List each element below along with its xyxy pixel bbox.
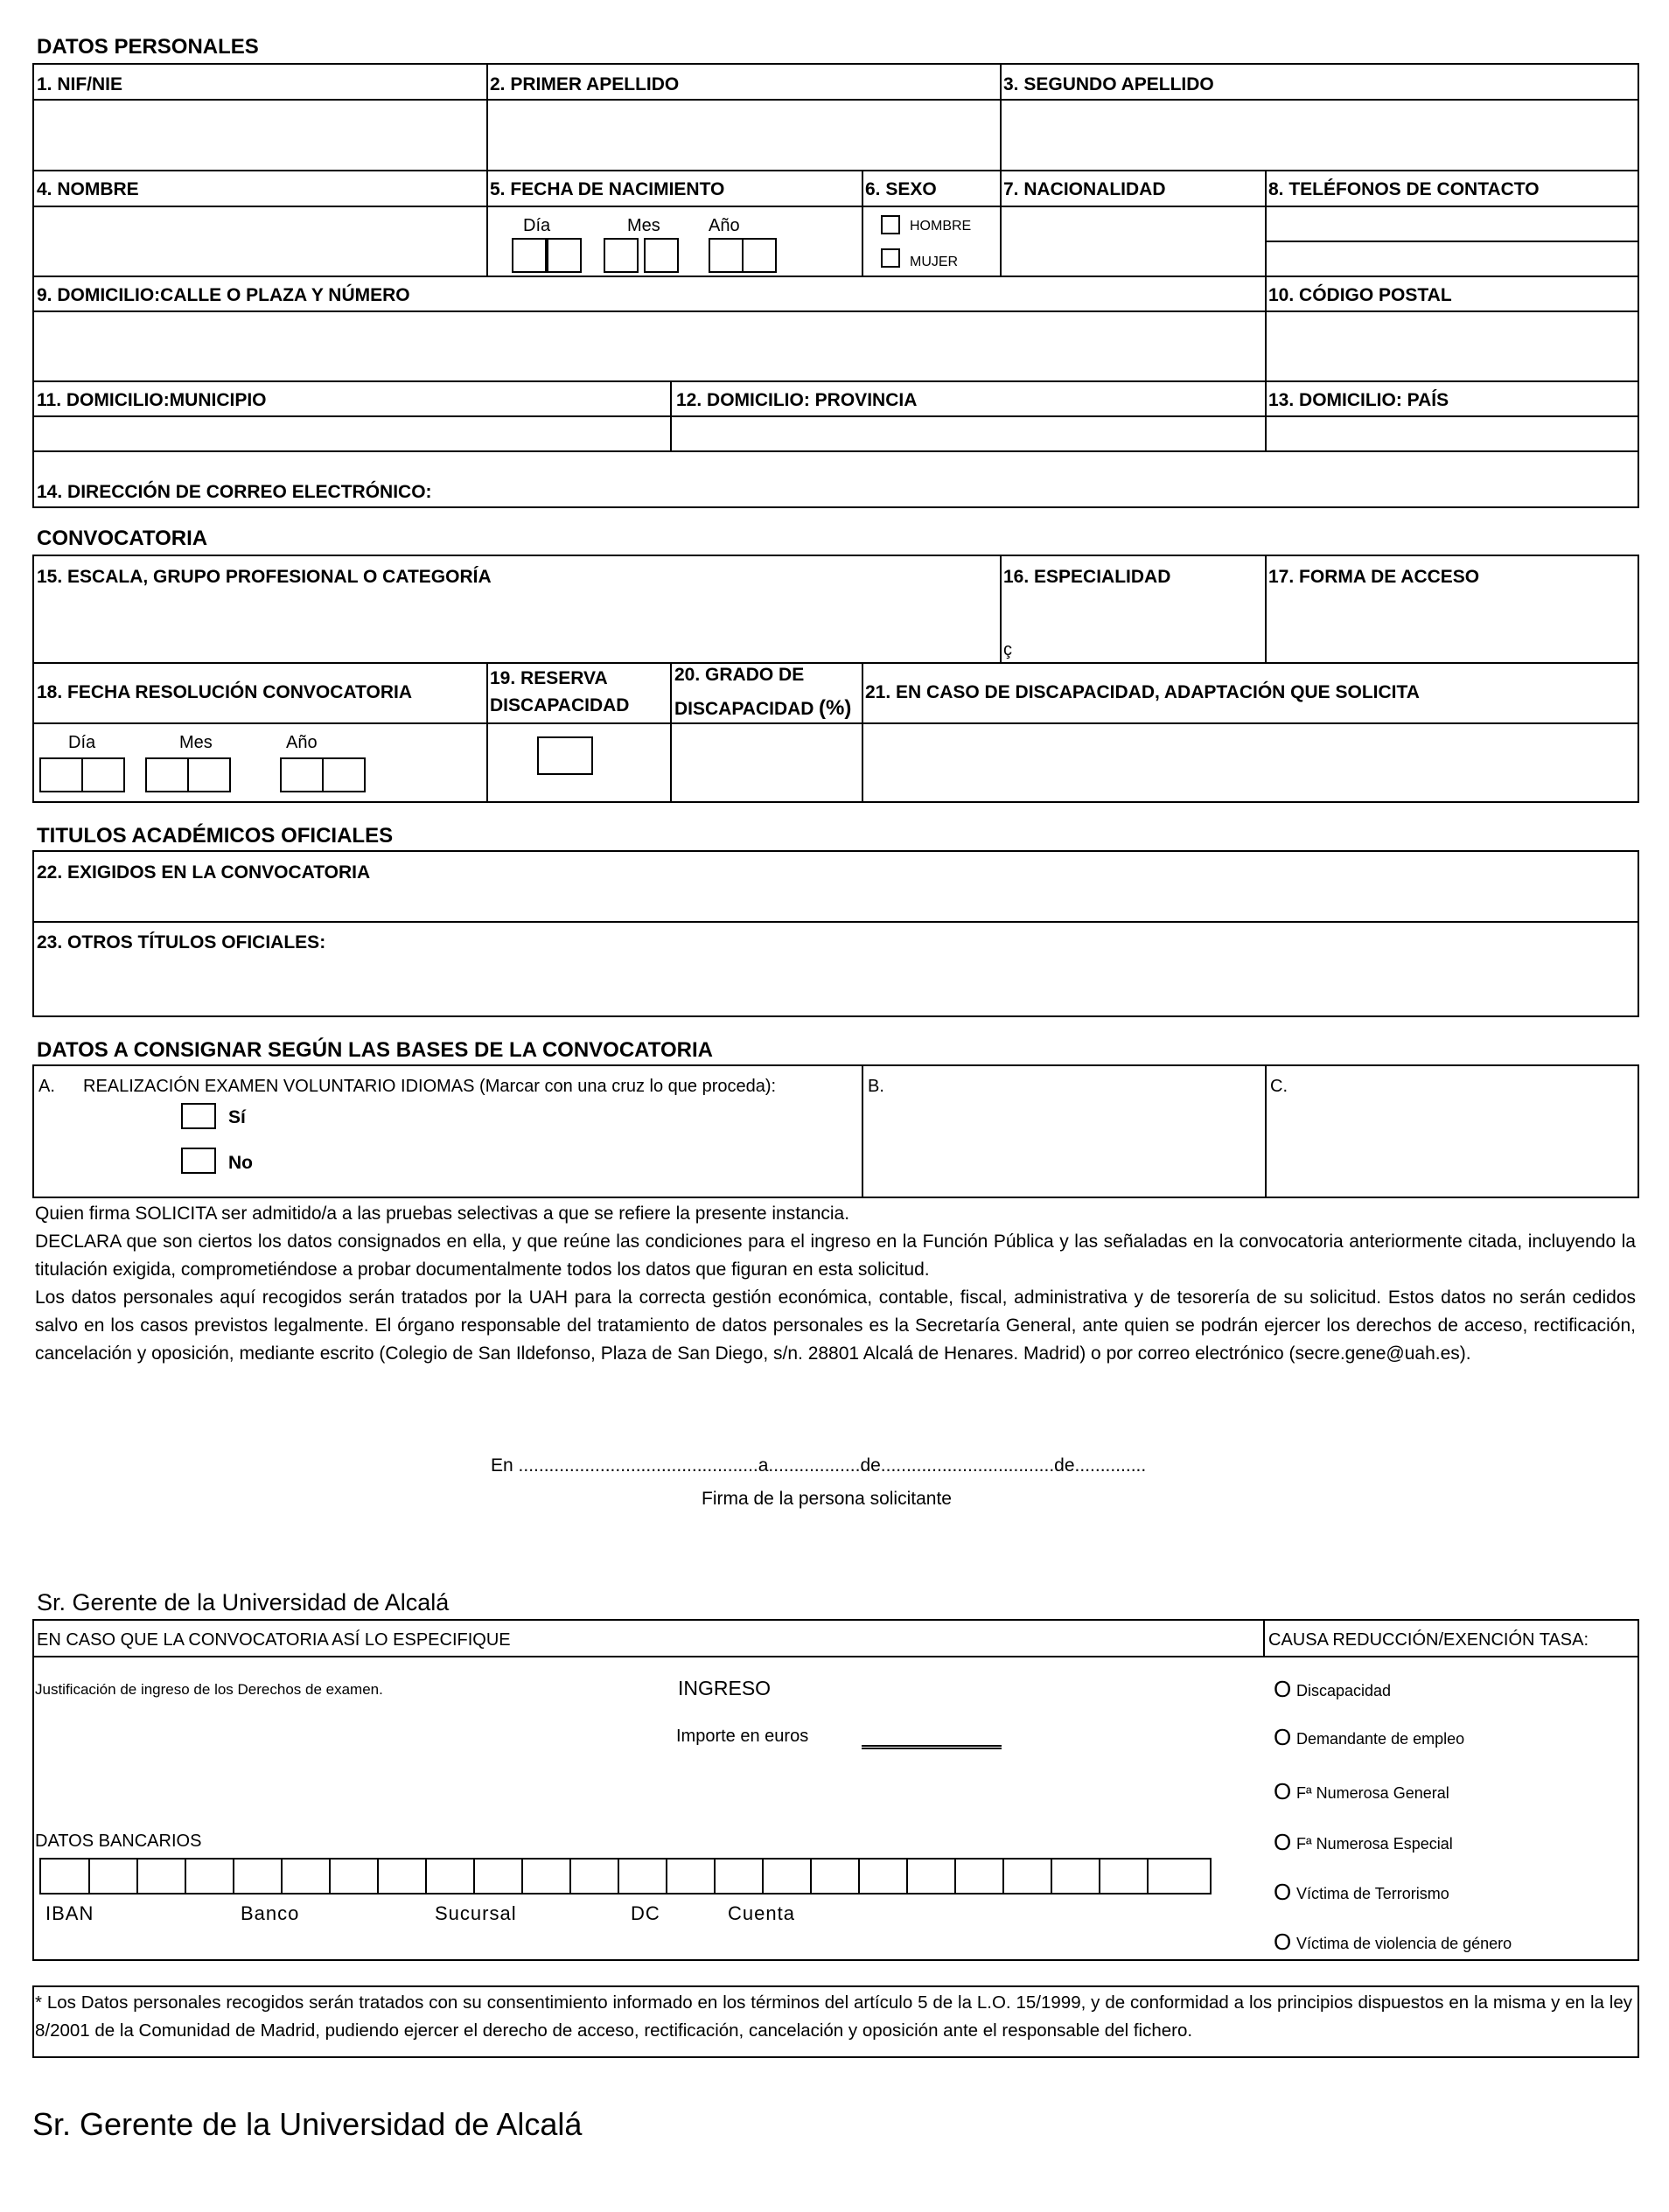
label-examen-idiomas: REALIZACIÓN EXAMEN VOLUNTARIO IDIOMAS (Marcar con una cruz lo que proceda): xyxy=(83,1077,777,1096)
label-res-anio: Año xyxy=(286,733,318,752)
radio-numerosa-especial[interactable]: O xyxy=(1274,1829,1292,1855)
label-banco: Banco xyxy=(241,1902,300,1924)
res-month-digit-1[interactable] xyxy=(145,757,189,792)
input-provincia[interactable] xyxy=(673,418,1264,450)
checkbox-reserva-discapacidad[interactable] xyxy=(537,736,593,775)
res-month-digit-2[interactable] xyxy=(187,757,231,792)
input-grado-discapacidad[interactable] xyxy=(673,725,860,800)
declara-text: DECLARA que son ciertos los datos consignados en ella, y que reúne las condiciones para el ingreso en la Función Pública y las señaladas en la convocatoria anteriormente citada, incluyendo la titulación exigida, comprometiéndose a probar documentalmente todos los datos que figuran en esta solicitud. xyxy=(35,1232,1636,1280)
especialidad-mark: ç xyxy=(1003,640,1012,659)
label-mes: Mes xyxy=(627,216,660,235)
section-title-bases: DATOS A CONSIGNAR SEGÚN LAS BASES DE LA CONVOCATORIA xyxy=(37,1038,713,1062)
radio-victima-violencia[interactable]: O xyxy=(1274,1929,1292,1955)
label-adaptacion: 21. EN CASO DE DISCAPACIDAD, ADAPTACIÓN QUE SOLICITA xyxy=(865,682,1420,702)
checkbox-hombre[interactable] xyxy=(881,215,900,234)
label-nombre: 4. NOMBRE xyxy=(37,179,139,199)
res-year-digit-2[interactable] xyxy=(322,757,366,792)
checkbox-si[interactable] xyxy=(181,1103,216,1129)
input-escala[interactable] xyxy=(35,595,997,661)
label-res-mes: Mes xyxy=(179,733,213,752)
label-reserva-1: 19. RESERVA xyxy=(490,668,608,688)
input-segundo-apellido[interactable] xyxy=(1002,101,1637,169)
label-no: No xyxy=(228,1153,253,1173)
label-anio: Año xyxy=(709,216,740,235)
cause-discapacidad: Discapacidad xyxy=(1296,1682,1392,1699)
cause-victima-violencia: Víctima de violencia de género xyxy=(1296,1935,1512,1952)
section-title-personal: DATOS PERSONALES xyxy=(37,35,259,59)
ingreso-label: INGRESO xyxy=(678,1677,772,1699)
input-codigo-postal[interactable] xyxy=(1267,313,1637,380)
input-pais[interactable] xyxy=(1267,418,1637,450)
birth-day-digit-2[interactable] xyxy=(547,238,582,273)
birth-month-digit-2[interactable] xyxy=(644,238,679,273)
res-year-digit-1[interactable] xyxy=(280,757,324,792)
birth-year-digit-1[interactable] xyxy=(709,238,744,273)
privacy-note: * Los Datos personales recogidos serán tratados con su consentimiento informado en los términos del artículo 5 de la L.O. 15/1999, y de conformidad a los principios dispuestos en la misma y en la ley 8/2001 de la Comunidad de Madrid, pudiendo ejercer el derecho de acceso, rectificación, cancelación y oposición ante el responsable del fichero. xyxy=(35,1992,1632,2041)
input-telefono-2[interactable] xyxy=(1267,243,1637,275)
label-segundo-apellido: 3. SEGUNDO APELLIDO xyxy=(1003,74,1214,94)
cause-numerosa-general: Fª Numerosa General xyxy=(1296,1784,1449,1802)
cause-demandante-empleo: Demandante de empleo xyxy=(1296,1730,1465,1748)
importe-label: Importe en euros xyxy=(676,1727,809,1746)
label-codigo-postal: 10. CÓDIGO POSTAL xyxy=(1268,285,1452,305)
input-domicilio[interactable] xyxy=(35,313,1264,380)
input-nombre[interactable] xyxy=(35,208,485,275)
label-nacionalidad: 7. NACIONALIDAD xyxy=(1003,179,1166,199)
birth-year-digit-2[interactable] xyxy=(742,238,777,273)
label-dc: DC xyxy=(631,1902,660,1924)
birth-month-digit-1[interactable] xyxy=(604,238,639,273)
place-date-line: En ...............................................a..................de..................................de.............. xyxy=(491,1455,1147,1476)
label-mujer: MUJER xyxy=(910,255,959,269)
radio-numerosa-general[interactable]: O xyxy=(1274,1778,1292,1804)
label-b: B. xyxy=(868,1077,884,1096)
input-email[interactable] xyxy=(455,453,1636,506)
label-grado-2: DISCAPACIDAD xyxy=(674,699,814,719)
solicita-text: Quien firma SOLICITA ser admitido/a a las pruebas selectivas a que se refiere la presente instancia. xyxy=(35,1204,850,1224)
bank-digits-field[interactable] xyxy=(39,1858,1212,1895)
label-reserva-2: DISCAPACIDAD xyxy=(490,695,630,715)
label-iban: IBAN xyxy=(45,1902,94,1924)
radio-discapacidad[interactable]: O xyxy=(1274,1676,1292,1702)
cause-victima-terrorismo: Víctima de Terrorismo xyxy=(1296,1885,1449,1902)
label-nif: 1. NIF/NIE xyxy=(37,74,123,94)
label-sexo: 6. SEXO xyxy=(865,179,937,199)
signature-label: Firma de la persona solicitante xyxy=(702,1489,952,1509)
input-municipio[interactable] xyxy=(35,418,669,450)
label-cuenta: Cuenta xyxy=(728,1902,795,1924)
label-res-dia: Día xyxy=(68,733,96,752)
input-exigidos[interactable] xyxy=(35,888,1636,920)
section-title-convocatoria: CONVOCATORIA xyxy=(37,527,208,550)
input-telefono-1[interactable] xyxy=(1267,208,1637,240)
label-fecha-nacimiento: 5. FECHA DE NACIMIENTO xyxy=(490,179,725,199)
label-forma-acceso: 17. FORMA DE ACCESO xyxy=(1268,567,1480,587)
res-day-digit-1[interactable] xyxy=(39,757,83,792)
birth-day-digit-1[interactable] xyxy=(512,238,547,273)
label-provincia: 12. DOMICILIO: PROVINCIA xyxy=(676,390,918,410)
input-nif[interactable] xyxy=(35,101,485,169)
cause-numerosa-especial: Fª Numerosa Especial xyxy=(1296,1835,1453,1853)
checkbox-mujer[interactable] xyxy=(881,248,900,268)
label-dia: Día xyxy=(523,216,551,235)
checkbox-no[interactable] xyxy=(181,1148,216,1174)
radio-victima-terrorismo[interactable]: O xyxy=(1274,1879,1292,1905)
input-especialidad[interactable] xyxy=(1002,595,1264,638)
label-fecha-resolucion: 18. FECHA RESOLUCIÓN CONVOCATORIA xyxy=(37,682,412,702)
radio-demandante-empleo[interactable]: O xyxy=(1274,1724,1292,1750)
label-especialidad: 16. ESPECIALIDAD xyxy=(1003,567,1171,587)
label-email: 14. DIRECCIÓN DE CORREO ELECTRÓNICO: xyxy=(37,482,432,502)
label-escala: 15. ESCALA, GRUPO PROFESIONAL O CATEGORÍA xyxy=(37,567,492,587)
input-otros-titulos[interactable] xyxy=(35,959,1636,1015)
label-si: Sí xyxy=(228,1107,246,1127)
data-protection-text: Los datos personales aquí recogidos serán tratados por la UAH para la correcta gestión económica, contable, fiscal, administrativa y de tesorería de su solicitud. Estos datos no serán cedidos salvo en los casos previstos legalmente. El órgano responsable del tratamiento de datos personales es la Secretaría General, ante quien se podrán ejercer los derechos de acceso, rectificación, cancelación y oposición, mediante escrito (Colegio de San Ildefonso, Plaza de San Diego, s/n. 28801 Alcalá de Henares. Madrid) o por correo electrónico (secre.gene@uah.es). xyxy=(35,1287,1636,1364)
label-domicilio: 9. DOMICILIO:CALLE O PLAZA Y NÚMERO xyxy=(37,285,410,305)
label-otros-titulos: 23. OTROS TÍTULOS OFICIALES: xyxy=(37,932,326,952)
fees-header-right: CAUSA REDUCCIÓN/EXENCIÓN TASA: xyxy=(1268,1630,1589,1650)
fees-header-left: EN CASO QUE LA CONVOCATORIA ASÍ LO ESPECIFIQUE xyxy=(37,1630,511,1650)
label-municipio: 11. DOMICILIO:MUNICIPIO xyxy=(37,390,267,410)
input-forma-acceso[interactable] xyxy=(1267,595,1637,661)
res-day-digit-2[interactable] xyxy=(81,757,125,792)
bank-title: DATOS BANCARIOS xyxy=(35,1832,202,1851)
input-c[interactable] xyxy=(1267,1102,1636,1195)
label-sucursal: Sucursal xyxy=(435,1902,517,1924)
label-exigidos: 22. EXIGIDOS EN LA CONVOCATORIA xyxy=(37,862,371,883)
label-grado-1: 20. GRADO DE xyxy=(674,665,805,685)
label-grado-pct: (%) xyxy=(819,696,852,720)
importe-field[interactable] xyxy=(862,1745,1002,1749)
label-a-letter: A. xyxy=(38,1077,55,1096)
label-telefonos: 8. TELÉFONOS DE CONTACTO xyxy=(1268,179,1540,199)
addressee: Sr. Gerente de la Universidad de Alcalá xyxy=(37,1589,450,1615)
label-hombre: HOMBRE xyxy=(910,219,972,234)
input-b[interactable] xyxy=(864,1102,1263,1195)
input-primer-apellido[interactable] xyxy=(489,101,999,169)
label-c: C. xyxy=(1270,1077,1288,1096)
label-pais: 13. DOMICILIO: PAÍS xyxy=(1268,390,1449,410)
justificacion-label: Justificación de ingreso de los Derechos de examen. xyxy=(35,1681,383,1698)
input-nacionalidad[interactable] xyxy=(1002,208,1264,275)
section-title-titulos: TITULOS ACADÉMICOS OFICIALES xyxy=(37,824,394,848)
input-adaptacion[interactable] xyxy=(864,725,1636,800)
footer-addressee: Sr. Gerente de la Universidad de Alcalá xyxy=(32,2106,583,2142)
label-primer-apellido: 2. PRIMER APELLIDO xyxy=(490,74,680,94)
